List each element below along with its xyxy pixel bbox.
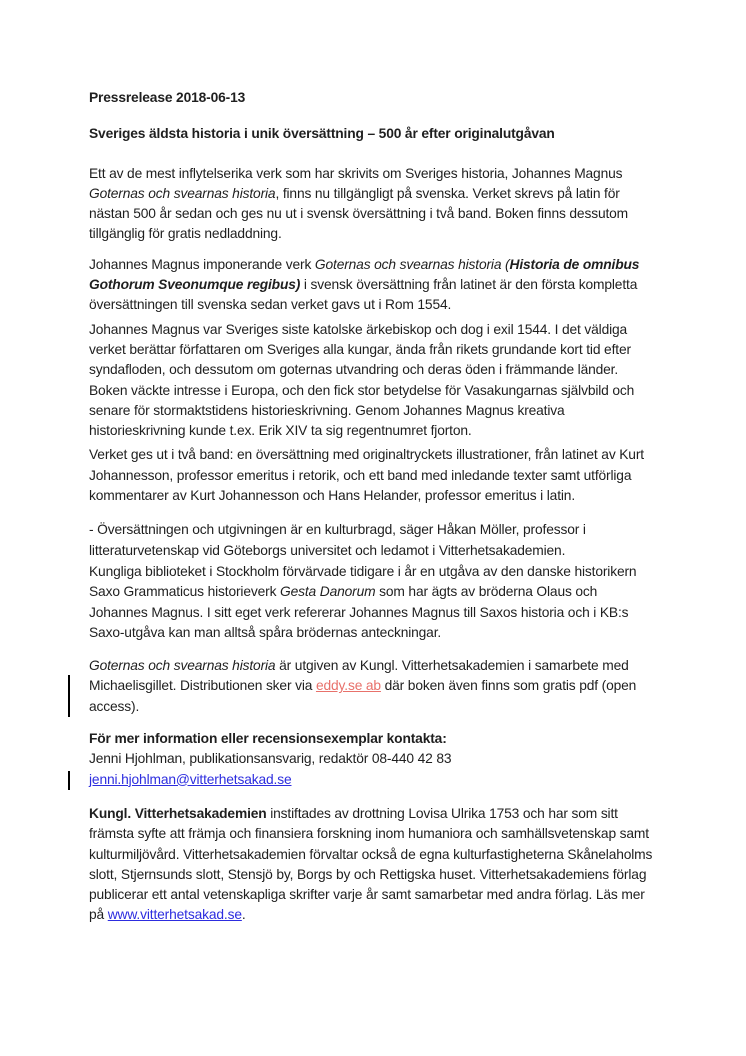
paragraph-two-volumes: [89, 445, 656, 506]
date-line: [89, 88, 656, 108]
text-run: Goternas och svearnas historia (: [314, 256, 510, 272]
contact-email-link[interactable]: jenni.hjohlman@vitterhetsakad.se: [89, 771, 292, 787]
text-run: Jenni Hjohlman, publikationsansvarig, redaktör 08-440 42 83: [89, 751, 452, 767]
text-run: som har ägts av bröderna Olaus och Johannes Magnus. I sitt eget verk refererar Johannes Magnus till Saxos historia och i KB:s Saxo-utgåva kan man alltså spåra brödernas anteckningar.: [89, 584, 629, 640]
text-run: - Översättningen och utgivningen är en kulturbragd, säger Håkan Möller, professor i litteraturvetenskap vid Göteborgs universitet och ledamot i Vitterhetsakademien.: [89, 522, 586, 558]
paragraph-quote: [89, 520, 656, 561]
contact-person-line: [89, 749, 656, 769]
text-run: Historia de omnibus Gothorum Sveonumque regibus): [89, 256, 640, 293]
text-run: .: [241, 907, 246, 923]
headline: [89, 124, 656, 144]
text-run: Johannes Magnus var Sveriges siste katolske ärkebiskop och dog i exil 1544. I det väldiga verket berättar författaren om Sveriges alla kungar, ända från rikets grundande kort tid efter syndafloden, och dessutom om goternas utvandring och deras öden i främmande länder. Boken väckte intresse i Europa, och den fick stor betydelse för Vasakungarnas självbild och senare för stormaktstidens historieskrivning. Genom Johannes Magnus kreativa historieskrivning kunde t.ex. Erik XIV ta sig regentnumret fjorton.: [89, 321, 635, 439]
text-run: Gesta Danorum: [280, 584, 376, 600]
text-run: Ett av de mest inflytelserika verk som har skrivits om Sveriges historia, Johannes Magnus: [89, 165, 623, 181]
text-run: Goternas och svearnas historia: [89, 185, 276, 201]
tracked-change-bar: [68, 771, 70, 790]
paragraph-kb-saxo: [89, 562, 656, 643]
text-run: Pressrelease 2018-06-13: [89, 90, 246, 105]
paragraph-biography: [89, 320, 656, 442]
text-run: Verket ges ut i två band: en översättning med originaltryckets illustrationer, från latinet av Kurt Johannesson, professor emeritus i retorik, och ett band med inledande texter samt utförliga kommentarer av Kurt Johannesson och Hans Helander, professor emeritus i latin.: [89, 447, 644, 504]
text-run: Kungl. Vitterhetsakademien: [89, 805, 267, 821]
text-run: Sveriges äldsta historia i unik översättning – 500 år efter originalutgåvan: [89, 126, 555, 142]
text-run: Goternas och svearnas historia: [89, 658, 276, 674]
text-run: , finns nu tillgängligt på svenska. Verket skrevs på latin för nästan 500 år sedan och ges nu ut i svensk översättning i två band. Boken finns dessutom tillgänglig för gratis nedladdning.: [89, 185, 629, 242]
text-run: är utgiven av Kungl. Vitterhetsakademien i samarbete med Michaelisgillet. Distributionen sker via: [89, 658, 629, 694]
tracked-change-bar: [68, 675, 70, 717]
contact-email-line: [89, 770, 656, 790]
paragraph-intro: [89, 164, 656, 245]
website-link[interactable]: www.vitterhetsakad.se: [107, 907, 242, 923]
text-run: Johannes Magnus imponerande verk: [89, 256, 315, 272]
text-run: För mer information eller recensionsexemplar kontakta:: [89, 731, 447, 747]
paragraph-about-academy: [89, 804, 656, 926]
text-run: Kungliga biblioteket i Stockholm förvärvade tidigare i år en utgåva av den danske historikern Saxo Grammaticus historieverk: [89, 563, 637, 600]
paragraph-work-title: [89, 255, 656, 316]
text-run: instiftades av drottning Lovisa Ulrika 1753 och har som sitt främsta syfte att främja och finansiera forskning inom humaniora och samhällsvetenskap samt kulturmiljövård. Vitterhetsakademien förvaltar också de egna kulturfastigheterna Skånelaholms slott, Stjernsunds slott, Stensjö by, Borgs by och Rettigska huset. Vitterhetsakademiens förlag publicerar ett antal vetenskapliga skrifter varje år samt samarbetar med andra förlag. Läs mer på: [89, 805, 653, 923]
text-run: i svensk översättning från latinet är den första kompletta översättningen till svenska sedan verket gavs ut i Rom 1554.: [89, 277, 638, 313]
eddy-se-link[interactable]: eddy.se ab: [315, 678, 381, 694]
document-body: [89, 88, 656, 926]
contact-heading: [89, 729, 656, 749]
paragraph-distribution: [89, 656, 656, 717]
text-run: där boken även finns som gratis pdf (open access).: [89, 678, 637, 714]
